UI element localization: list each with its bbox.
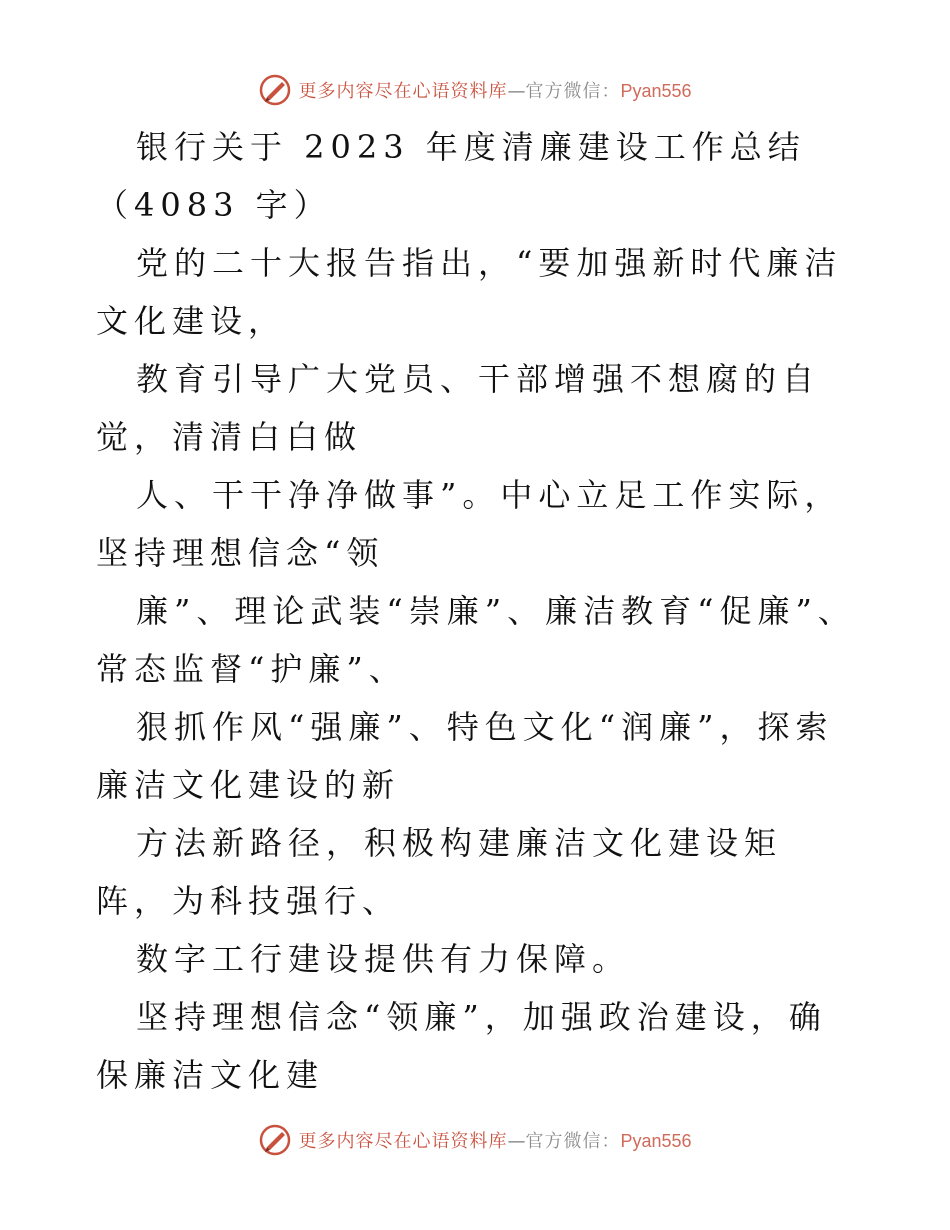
paragraph: 教育引导广大党员、干部增强不想腐的自觉，清清白白做 <box>96 360 821 456</box>
watermark-brand: 更多内容尽在心语资料库 <box>298 1131 508 1152</box>
paragraph: 方法新路径，积极构建廉洁文化建设矩阵，为科技强行、 <box>96 824 783 920</box>
paragraph: 数字工行建设提供有力保障。 <box>136 940 631 978</box>
watermark-text <box>298 77 691 103</box>
paragraph: 坚持理想信念“领廉”，加强政治建设，确保廉洁文化建 <box>96 998 827 1094</box>
watermark-id: Pyan556 <box>620 81 692 101</box>
watermark-text <box>298 1127 691 1153</box>
paragraph: 党的二十大报告指出，“要加强新时代廉洁文化建设， <box>96 244 843 340</box>
watermark-separator: — <box>507 81 526 102</box>
watermark-id: Pyan556 <box>620 1131 692 1151</box>
watermark-label: 官方微信： <box>525 81 621 102</box>
brush-logo-icon <box>258 1123 292 1157</box>
watermark-brand: 更多内容尽在心语资料库 <box>298 81 508 102</box>
brush-logo-icon <box>258 73 292 107</box>
watermark-footer <box>0 1120 950 1160</box>
document-body <box>96 118 856 1104</box>
paragraph: 廉”、理论武装“崇廉”、廉洁教育“促廉”、常态监督“护廉”、 <box>96 592 856 688</box>
watermark-separator: — <box>507 1131 526 1152</box>
paragraph: 人、干干净净做事”。中心立足工作实际，坚持理想信念“领 <box>96 476 843 572</box>
paragraph: 狠抓作风“强廉”、特色文化“润廉”，探索廉洁文化建设的新 <box>96 708 834 804</box>
document-title: 银行关于 2023 年度清廉建设工作总结（4083 字） <box>96 128 806 224</box>
watermark-label: 官方微信： <box>525 1131 621 1152</box>
watermark-header <box>0 70 950 110</box>
